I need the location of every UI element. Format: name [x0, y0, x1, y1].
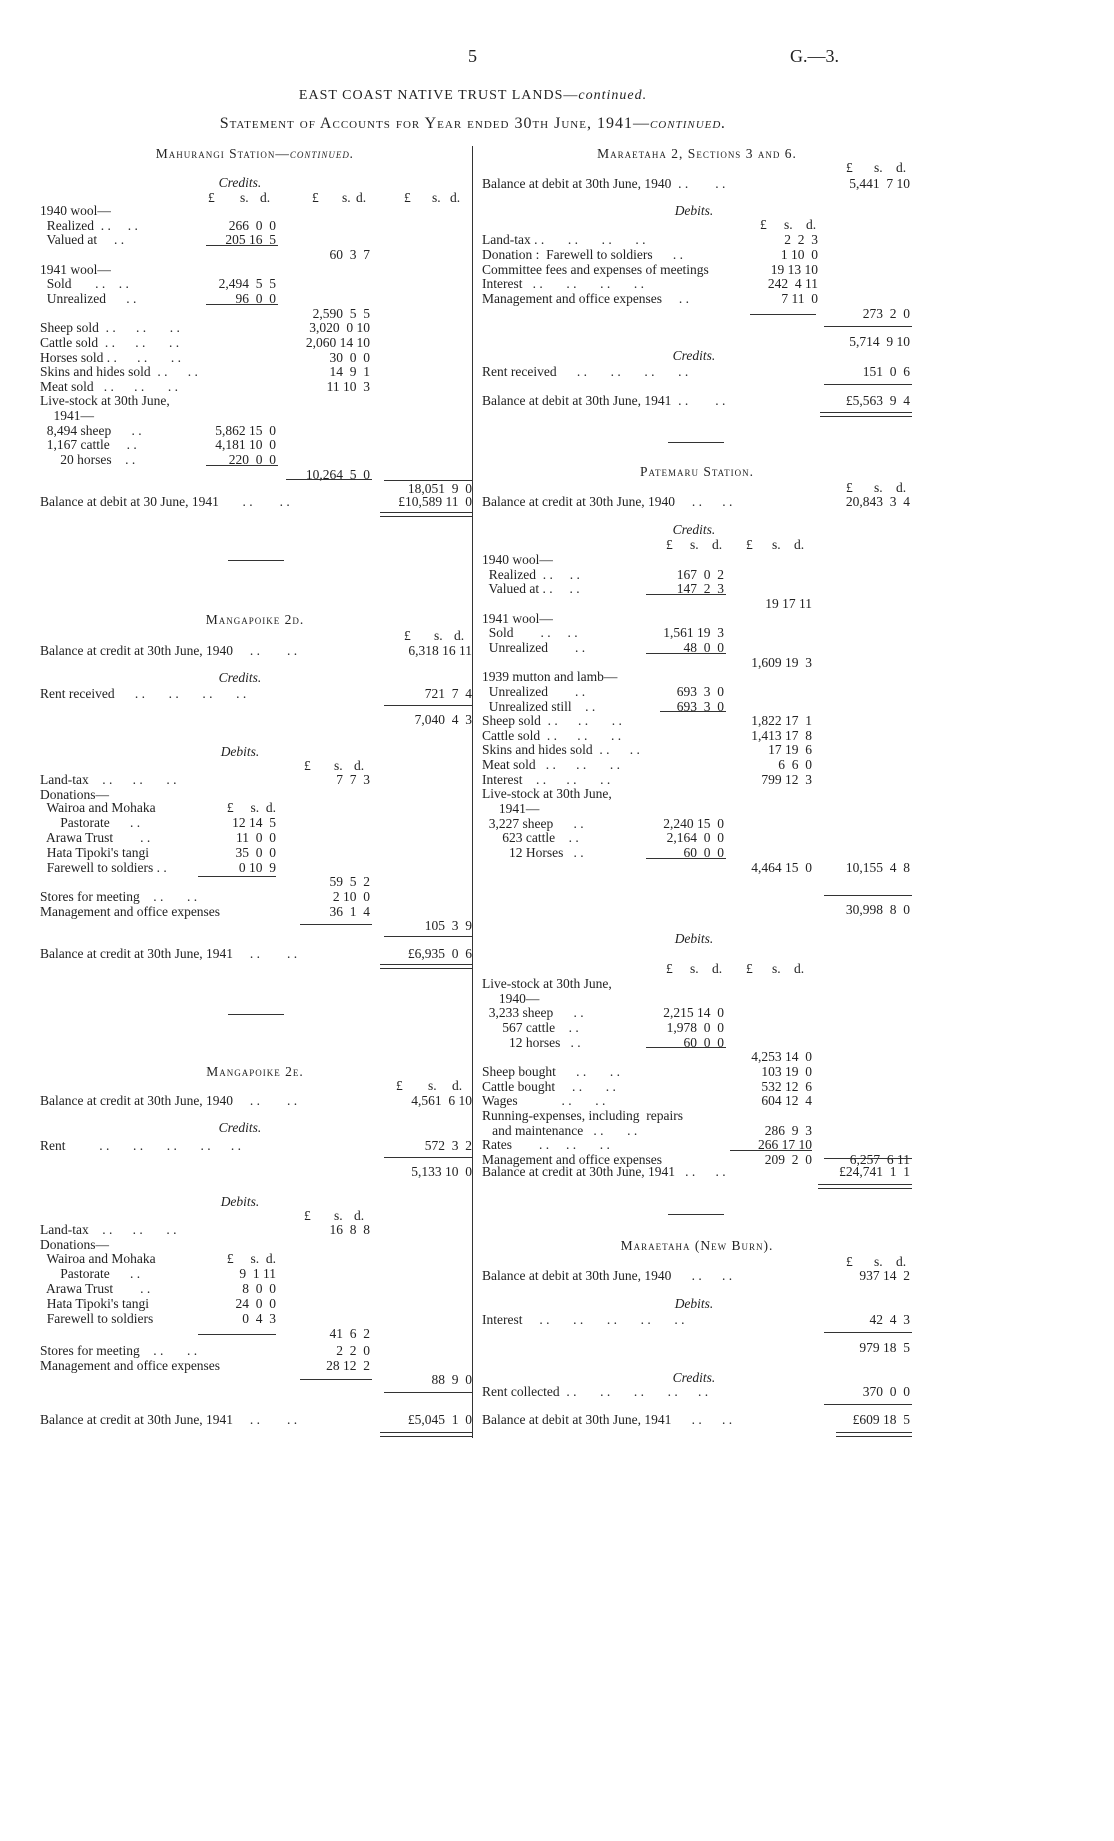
- row-amount: 1,609 19 3: [751, 654, 812, 670]
- row-label: Wairoa and Mohaka: [40, 800, 156, 815]
- row-label: 1,167 cattle . .: [40, 437, 137, 453]
- row-label: 8,494 sheep . .: [40, 422, 142, 438]
- row-label: Hata Tipoki's tangi: [40, 1296, 149, 1311]
- row-amount: 4,253 14 0: [751, 1049, 812, 1065]
- row-amount: 3,020 0 10: [309, 320, 370, 336]
- column-header-pence: d.: [452, 1078, 463, 1093]
- interest-label: Interest . . . . . . . . . .: [482, 1312, 685, 1327]
- column-header-pence: d.: [450, 190, 461, 205]
- document-title: EAST COAST NATIVE TRUST LANDS—continued.: [298, 88, 648, 103]
- column-header-pound: £: [746, 537, 753, 552]
- total-amount: 7,040 4 3: [414, 712, 472, 727]
- row-label: Realized . . . .: [40, 217, 138, 233]
- row-label: Sold . . . .: [482, 625, 578, 641]
- row-amount: 24 0 0: [235, 1296, 276, 1311]
- opening-balance-amount: 937 14 2: [859, 1268, 910, 1283]
- row-amount: 2,240 15 0: [663, 815, 724, 831]
- row-label: Meat sold . . . . . .: [40, 378, 178, 394]
- row-label: Donation : Farewell to soldiers . .: [482, 246, 683, 262]
- rule: [384, 1157, 472, 1158]
- column-header-shillings: s.: [428, 1078, 437, 1093]
- column-header-pence: d.: [896, 1254, 907, 1269]
- column-header-pence: d.: [356, 190, 367, 205]
- row-label: Realized . . . .: [482, 566, 580, 582]
- column-header-pence: d.: [794, 961, 805, 976]
- row-label: Sheep sold . . . . . .: [40, 320, 180, 336]
- row-label: Wairoa and Mohaka: [40, 1251, 156, 1266]
- closing-balance-label: Balance at credit at 30th June, 1941 . . . .: [40, 1412, 298, 1427]
- rule: [824, 1158, 912, 1159]
- column-header-pound: £: [396, 1078, 403, 1093]
- row-label: Farewell to soldiers: [40, 1311, 154, 1326]
- row-label: Valued at . . . .: [482, 581, 580, 597]
- subtotal-amount: 5,714 9 10: [849, 334, 910, 349]
- row-label: 20 horses . .: [40, 452, 136, 468]
- row-label: Arawa Trust . .: [40, 830, 151, 845]
- closing-balance-label: Balance at debit at 30th June, 1941 . . . .: [482, 1412, 733, 1427]
- column-header-shillings: s.: [690, 537, 699, 552]
- section-heading: Patemaru Station.: [639, 464, 755, 479]
- column-header-pence: d.: [712, 961, 723, 976]
- debits-label: Debits.: [674, 203, 714, 218]
- rule: [206, 465, 278, 466]
- row-label: Management and office expenses . .: [482, 291, 690, 307]
- credits-label: Credits.: [672, 348, 716, 363]
- rule: [206, 245, 278, 246]
- row-label: 1941—: [40, 408, 94, 424]
- row-amount: 30 0 0: [329, 349, 370, 365]
- credits-grand-total: 30,998 8 0: [845, 902, 910, 917]
- column-header-pound: £: [404, 190, 411, 205]
- row-amount: 4,181 10 0: [215, 437, 276, 453]
- document-reference: G.—3.: [790, 46, 839, 66]
- row-label: Rates . . . . . .: [482, 1137, 610, 1153]
- row-label: Meat sold . . . . . .: [482, 757, 620, 773]
- column-header-pence: d.: [354, 758, 365, 773]
- column-header-pound: £: [846, 160, 853, 175]
- column-header-shillings: s.: [432, 190, 441, 205]
- row-amount: 48 0 0: [683, 639, 724, 655]
- rule: [300, 924, 372, 925]
- row-amount: 7 11 0: [781, 291, 818, 307]
- debits-label: Debits.: [220, 1194, 260, 1209]
- row-label: Interest . . . . . . . .: [482, 276, 644, 292]
- rule: [646, 653, 726, 654]
- row-label: Land-tax . . . . . . . .: [482, 232, 646, 247]
- land-tax-label: Land-tax . . . . . .: [40, 1222, 177, 1237]
- stores-amount: 2 10 0: [332, 889, 370, 904]
- rule: [750, 314, 816, 315]
- row-amount: 4,464 15 0: [751, 859, 812, 875]
- double-rule: [836, 1432, 912, 1437]
- row-label: Skins and hides sold . . . .: [482, 742, 640, 758]
- column-header-pound: £: [846, 480, 853, 495]
- row-amount: 6 6 0: [778, 757, 812, 773]
- row-label: Unrealized . .: [40, 290, 137, 306]
- closing-balance-amount: £5,563 9 4: [845, 393, 910, 408]
- rent-label: Rent received . . . . . . . .: [40, 686, 247, 701]
- row-amount: 19 13 10: [770, 261, 818, 277]
- row-amount: £ s. d.: [226, 800, 276, 815]
- row-amount: 18,051 9 0: [407, 481, 472, 497]
- row-amount: 532 12 6: [761, 1078, 812, 1094]
- column-header-pound: £: [760, 217, 767, 232]
- rule: [384, 1392, 472, 1393]
- column-header-shillings: s.: [240, 190, 249, 205]
- column-header-pence: d.: [454, 628, 465, 643]
- row-label: 1939 mutton and lamb—: [482, 669, 618, 685]
- column-header-pound: £: [746, 961, 753, 976]
- donations-total: 59 5 2: [329, 874, 370, 889]
- column-header-shillings: s.: [434, 628, 443, 643]
- row-amount: 2,164 0 0: [666, 830, 724, 846]
- credits-label: Credits.: [672, 1370, 716, 1385]
- row-label: Pastorate . .: [40, 1266, 141, 1281]
- double-rule: [818, 1184, 912, 1189]
- column-header-pence: d.: [260, 190, 271, 205]
- column-header-shillings: s.: [874, 1254, 883, 1269]
- rule: [206, 304, 278, 305]
- row-label: Sold . . . .: [40, 276, 129, 292]
- credits-label: Credits.: [218, 175, 262, 190]
- double-rule: [380, 1432, 472, 1437]
- row-amount: 17 19 6: [768, 742, 812, 758]
- row-amount: 0 10 9: [238, 860, 276, 875]
- land-tax-amount: 7 7 3: [336, 772, 370, 787]
- row-amount: 799 12 3: [761, 771, 812, 787]
- row-label: 1941 wool—: [482, 610, 553, 626]
- rent-amount: 721 7 4: [424, 686, 472, 701]
- row-amount: 96 0 0: [235, 290, 276, 306]
- row-amount: 693 3 0: [676, 698, 724, 714]
- rule: [824, 895, 912, 896]
- column-header-pound: £: [208, 190, 215, 205]
- row-amount: 604 12 4: [761, 1093, 812, 1109]
- row-amount: 5,862 15 0: [215, 422, 276, 438]
- column-header-pound: £: [312, 190, 319, 205]
- row-label: 12 horses . .: [482, 1034, 581, 1050]
- section-heading: Mangapoike 2d.: [205, 612, 305, 627]
- debits-total: 105 3 9: [424, 918, 472, 933]
- row-label: Wages . . . .: [482, 1093, 606, 1109]
- column-header-pence: d.: [354, 1208, 365, 1223]
- row-amount: 147 2 3: [676, 581, 724, 597]
- column-header-pence: d.: [712, 537, 723, 552]
- row-amount: 1 10 0: [780, 246, 818, 262]
- section-heading: Mangapoike 2e.: [206, 1064, 304, 1079]
- column-header-pound: £: [846, 1254, 853, 1269]
- section-separator: [228, 1014, 284, 1015]
- management-amount: 28 12 2: [326, 1358, 370, 1373]
- opening-balance-amount: 20,843 3 4: [845, 494, 910, 509]
- row-label: Farewell to soldiers . .: [40, 860, 167, 875]
- column-header-pound: £: [304, 758, 311, 773]
- row-label: Sheep bought . . . .: [482, 1063, 620, 1079]
- opening-balance-label: Balance at credit at 30th June, 1940 . . . .: [40, 1093, 298, 1108]
- row-amount: 35 0 0: [235, 845, 276, 860]
- row-label: 567 cattle . .: [482, 1019, 579, 1035]
- opening-balance-amount: 6,318 16 11: [408, 643, 472, 658]
- row-amount: 0 4 3: [242, 1311, 276, 1326]
- row-amount: 10,155 4 8: [845, 859, 910, 875]
- row-label: Management and office expenses: [482, 1151, 663, 1167]
- row-amount: 8 0 0: [242, 1281, 276, 1296]
- column-header-shillings: s.: [772, 537, 781, 552]
- rent-label: Rent . . . . . . . . . .: [40, 1138, 241, 1153]
- closing-balance-amount: £10,589 11 0: [398, 494, 472, 509]
- row-amount: 60 0 0: [683, 1034, 724, 1050]
- rule: [824, 1332, 912, 1333]
- opening-balance-label: Balance at debit at 30th June, 1940 . . . .: [482, 176, 726, 191]
- row-label: and maintenance . . . .: [482, 1122, 638, 1138]
- credits-label: Credits.: [672, 522, 716, 537]
- rent-label: Rent collected . . . . . . . . . .: [482, 1384, 709, 1399]
- column-header-pence: d.: [794, 537, 805, 552]
- closing-balance-label: Balance at credit at 30th June, 1941 . . . .: [40, 946, 298, 961]
- row-amount: 12 14 5: [232, 815, 276, 830]
- row-amount: 60 3 7: [329, 246, 370, 262]
- row-label: Pastorate . .: [40, 815, 141, 830]
- land-tax-amount: 16 8 8: [329, 1222, 370, 1237]
- row-amount: 14 9 1: [329, 364, 370, 380]
- closing-balance-amount: £24,741 1 1: [839, 1164, 910, 1179]
- management-amount: 36 1 4: [329, 904, 370, 919]
- donations-label: Donations—: [40, 787, 109, 802]
- column-header-pence: d.: [806, 217, 817, 232]
- row-amount: £ s. d.: [226, 1251, 276, 1266]
- rule: [824, 326, 912, 327]
- rule: [300, 1379, 372, 1380]
- row-label: Hata Tipoki's tangi: [40, 845, 149, 860]
- rule: [646, 1047, 726, 1048]
- opening-balance-label: Balance at credit at 30th June, 1940 . . . .: [482, 494, 733, 509]
- row-label: Committee fees and expenses of meetings: [482, 261, 709, 277]
- closing-balance-amount: £609 18 5: [852, 1412, 910, 1427]
- column-header-pound: £: [404, 628, 411, 643]
- rule: [646, 858, 726, 859]
- row-amount: 2,590 5 5: [312, 305, 370, 321]
- document-subtitle: Statement of Accounts for Year ended 30th June, 1941—continued.: [219, 115, 727, 132]
- row-amount: 1,978 0 0: [666, 1019, 724, 1035]
- row-amount: 1,822 17 1: [751, 713, 812, 729]
- rule: [384, 480, 472, 481]
- row-label: Live-stock at 30th June,: [482, 976, 612, 991]
- row-label: 1941 wool—: [40, 261, 111, 277]
- row-amount: 209 2 0: [764, 1151, 812, 1167]
- row-amount: 167 0 2: [676, 566, 724, 582]
- row-label: Unrealized still . .: [482, 698, 596, 714]
- column-header-pound: £: [666, 537, 673, 552]
- row-amount: 693 3 0: [676, 683, 724, 699]
- row-amount: 1,561 19 3: [663, 625, 724, 641]
- row-amount: 2,215 14 0: [663, 1005, 724, 1021]
- row-label: Interest . . . . . .: [482, 771, 611, 787]
- row-amount: 220 0 0: [228, 452, 276, 468]
- row-label: 3,233 sheep . .: [482, 1005, 584, 1021]
- column-header-shillings: s.: [874, 160, 883, 175]
- subtotal-amount: 979 18 5: [859, 1340, 910, 1355]
- section-separator: [668, 442, 724, 443]
- rule: [384, 705, 472, 706]
- rule: [646, 594, 726, 595]
- row-label: Horses sold . . . . . .: [40, 349, 181, 365]
- row-label: Cattle sold . . . . . .: [40, 334, 180, 350]
- rule: [660, 711, 726, 712]
- rule: [824, 384, 912, 385]
- row-label: Unrealized . .: [482, 639, 586, 655]
- row-label: 3,227 sheep . .: [482, 815, 584, 831]
- row-label: 1940 wool—: [482, 552, 553, 567]
- section-separator: [228, 560, 284, 561]
- row-label: 623 cattle . .: [482, 830, 579, 846]
- row-label: Live-stock at 30th June,: [482, 786, 612, 802]
- row-amount: 11 0 0: [236, 830, 276, 845]
- double-rule: [380, 964, 472, 969]
- row-amount: 11 10 3: [326, 378, 370, 394]
- credits-label: Credits.: [218, 1120, 262, 1135]
- closing-balance-label: Balance at debit at 30 June, 1941 . . . .: [40, 494, 290, 509]
- row-label: 1941—: [482, 801, 540, 817]
- double-rule: [820, 412, 912, 417]
- interest-amount: 42 4 3: [869, 1312, 910, 1327]
- column-header-shillings: s.: [784, 217, 793, 232]
- row-amount: 9 1 11: [239, 1266, 276, 1281]
- row-label: Sheep sold . . . . . .: [482, 713, 622, 729]
- row-label: 1940 wool—: [40, 203, 111, 218]
- opening-balance-amount: 4,561 6 10: [411, 1093, 472, 1108]
- stores-label: Stores for meeting . . . .: [40, 889, 198, 904]
- column-divider: [472, 146, 473, 1438]
- debits-label: Debits.: [674, 1296, 714, 1311]
- row-label: Cattle sold . . . . . .: [482, 727, 622, 743]
- row-amount: 205 16 5: [225, 232, 276, 248]
- column-header-shillings: s.: [874, 480, 883, 495]
- management-label: Management and office expenses: [40, 904, 221, 919]
- section-heading: Maraetaha 2, Sections 3 and 6.: [597, 146, 797, 161]
- column-header-shillings: s.: [772, 961, 781, 976]
- section-heading: Maraetaha (New Burn).: [620, 1238, 774, 1253]
- row-label: Running-expenses, including repairs: [482, 1107, 683, 1123]
- debits-label: Debits.: [674, 931, 714, 946]
- row-label: Unrealized . .: [482, 683, 586, 699]
- rule: [198, 1334, 276, 1335]
- row-amount: 10,264 5 0: [305, 466, 370, 482]
- row-label: Skins and hides sold . . . .: [40, 364, 198, 380]
- rent-amount: 572 3 2: [424, 1138, 472, 1153]
- page-number: 5: [468, 46, 477, 66]
- row-label: Live-stock at 30th June,: [40, 393, 170, 409]
- donations-total: 41 6 2: [329, 1326, 370, 1341]
- column-header-pound: £: [666, 961, 673, 976]
- debits-total: 88 9 0: [431, 1372, 472, 1387]
- rule: [730, 1150, 812, 1151]
- closing-balance-label: Balance at debit at 30th June, 1941 . . . .: [482, 393, 726, 408]
- donations-label: Donations—: [40, 1237, 109, 1252]
- row-amount: 2 2 3: [784, 232, 818, 247]
- double-rule: [380, 512, 472, 517]
- rule: [384, 936, 472, 937]
- rule: [824, 1404, 912, 1405]
- column-header-shillings: s.: [690, 961, 699, 976]
- opening-balance-label: Balance at debit at 30th June, 1940 . . . .: [482, 1268, 733, 1283]
- closing-balance-amount: £5,045 1 0: [407, 1412, 472, 1427]
- debits-total: 273 2 0: [862, 306, 910, 321]
- stores-label: Stores for meeting . . . .: [40, 1343, 198, 1358]
- closing-balance-label: Balance at credit at 30th June, 1941 . . . .: [482, 1164, 726, 1179]
- section-heading: Mahurangi Station—continued.: [155, 146, 355, 161]
- stores-amount: 2 2 0: [336, 1343, 370, 1358]
- rule: [198, 876, 276, 877]
- row-amount: 286 9 3: [764, 1122, 812, 1138]
- row-amount: 242 4 11: [767, 276, 818, 292]
- column-header-shillings: s.: [342, 190, 351, 205]
- opening-balance-label: Balance at credit at 30th June, 1940 . . . .: [40, 643, 298, 658]
- row-amount: 19 17 11: [765, 595, 812, 611]
- row-amount: 1,413 17 8: [751, 727, 812, 743]
- row-amount: 2,060 14 10: [305, 334, 370, 350]
- column-header-pence: d.: [896, 480, 907, 495]
- row-label: Valued at . .: [40, 232, 125, 248]
- row-label: Cattle bought . . . .: [482, 1078, 616, 1094]
- rent-label: Rent received . . . . . . . .: [482, 364, 689, 379]
- closing-balance-amount: £6,935 0 6: [407, 946, 472, 961]
- row-label: Arawa Trust . .: [40, 1281, 151, 1296]
- opening-balance-amount: 5,441 7 10: [849, 176, 910, 191]
- column-header-pound: £: [304, 1208, 311, 1223]
- row-amount: 266 0 0: [228, 217, 276, 233]
- row-amount: 6,257 6 11: [849, 1151, 910, 1167]
- credits-label: Credits.: [218, 670, 262, 685]
- rent-amount: 151 0 6: [862, 364, 910, 379]
- rule: [286, 479, 372, 480]
- column-header-shillings: s.: [334, 1208, 343, 1223]
- row-amount: 103 19 0: [761, 1063, 812, 1079]
- row-label: 1940—: [482, 990, 540, 1006]
- row-amount: 60 0 0: [683, 845, 724, 860]
- management-label: Management and office expenses: [40, 1358, 221, 1373]
- section-separator: [668, 1214, 724, 1215]
- column-header-pence: d.: [896, 160, 907, 175]
- row-amount: 266 17 10: [758, 1137, 812, 1153]
- column-header-shillings: s.: [334, 758, 343, 773]
- land-tax-label: Land-tax . . . . . .: [40, 772, 177, 787]
- rent-amount: 370 0 0: [862, 1384, 910, 1399]
- total-amount: 5,133 10 0: [411, 1164, 472, 1179]
- row-label: 12 Horses . .: [482, 845, 584, 860]
- row-amount: 2,494 5 5: [218, 276, 276, 292]
- debits-label: Debits.: [220, 744, 260, 759]
